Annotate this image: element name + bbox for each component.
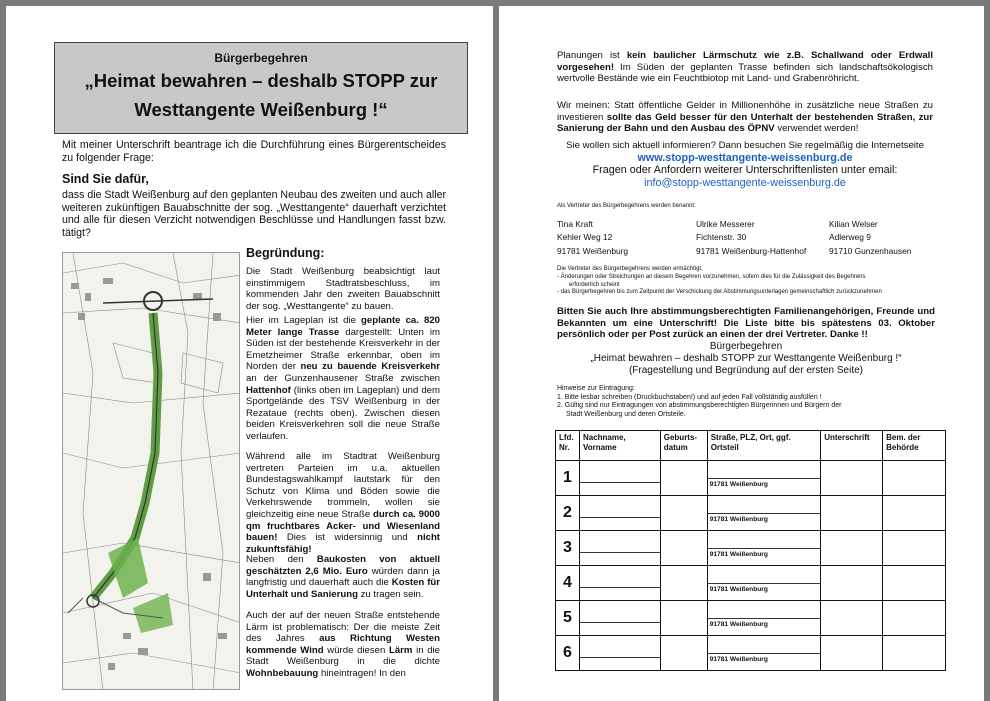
signature-cell[interactable] xyxy=(821,461,883,496)
remarks-cell xyxy=(883,461,946,496)
col-header-number: Lfd. Nr. xyxy=(556,431,580,461)
petition-name: „Heimat bewahren – deshalb STOPP zur Westtangente Weißenburg !“ xyxy=(590,353,902,364)
appeal-paragraph: Bitten Sie auch Ihre abstimmungsberechtigten Familienangehörigen, Freunde und Bekannten um eine Unterschrift! Die Liste bitte bis spätestens 03. Oktober persönlich oder per Post zurück an einen der drei Vertreter. Danke !! xyxy=(557,306,935,341)
col-header-birthdate: Geburts-datum xyxy=(660,431,707,461)
intro-text: Mit meiner Unterschrift beantrage ich die Durchführung eines Bürgerentscheides zu folgender Frage: xyxy=(62,139,446,164)
signature-cell[interactable] xyxy=(821,601,883,636)
row-number: 4 xyxy=(556,566,580,601)
table-row xyxy=(556,601,946,636)
question-heading: Sind Sie dafür, xyxy=(62,172,149,186)
row-number: 2 xyxy=(556,496,580,531)
reason-heading: Begründung: xyxy=(246,246,325,260)
representative-3: Kilian Welser Adlerweg 9 91710 Gunzenhausen xyxy=(829,219,912,256)
title-line-2: „Heimat bewahren – deshalb STOPP zur xyxy=(84,70,438,91)
table-row xyxy=(556,636,946,671)
site-plan-map xyxy=(62,252,240,690)
representatives-label: Als Vertreter des Bürgerbegehrens werden benannt: xyxy=(557,203,696,209)
birthdate-cell[interactable] xyxy=(660,566,707,601)
name-cell[interactable] xyxy=(579,636,660,671)
col-header-remarks: Bem. der Behörde xyxy=(883,431,946,461)
representative-2: Ulrike Messerer Fichtenstr. 30 91781 Weißenburg-Hattenhof xyxy=(696,219,807,256)
reason-paragraph-5: Auch der auf der neuen Straße entstehende Lärm ist problematisch: Der die meiste Zeit des Jahres aus Richtung Westen kommende Wind würde diesen Lärm in die Stadt Weißenburg in die dichte Wohnbebauung hineintragen! In den xyxy=(246,610,441,679)
signature-cell[interactable] xyxy=(821,496,883,531)
email-link[interactable]: info@stopp-westtangente-weissenburg.de xyxy=(644,177,846,189)
address-cell[interactable]: 91781 Weißenburg xyxy=(707,461,821,496)
reason-paragraph-2: Hier im Lageplan ist die geplante ca. 820 Meter lange Trasse dargestellt: Unten im Süden ist der bestehende Kreisverkehr in der Emetzheimer Straße erkennbar, oben im Norden der neu zu bauende Kreisverkehr an der Gunzenhausener Straße zwischen Hattenhof (links oben im Lageplan) und dem Sportgelände des TSV Weißenburg in der Rezataue (rechts oben). Zwischen diesen beiden Kreisverkehren soll die neue Straße verlaufen. xyxy=(246,315,440,442)
reason-paragraph-3: Während alle im Stadtrat Weißenburg vertreten Parteien im u.a. aktuellen Bundestagswahlkampf lautstark für den Schutz von Klima und Böden sowie die Verkehrswende trommeln, wollen sie gleichzeitig eine neue Straße durch ca. 9000 qm fruchtbares Acker- und Wiesenland bauen! Dies ist widersinnig und nicht zukunftsfähig! xyxy=(246,451,440,555)
col-header-name: Nachname, Vorname xyxy=(579,431,660,461)
name-cell[interactable] xyxy=(579,601,660,636)
signature-table xyxy=(555,430,946,671)
row-number: 1 xyxy=(556,461,580,496)
birthdate-cell[interactable] xyxy=(660,496,707,531)
address-cell[interactable]: 91781 Weißenburg xyxy=(707,531,821,566)
table-row xyxy=(556,566,946,601)
reason-paragraph-1: Die Stadt Weißenburg beabsichtigt laut einstimmigem Stadtratsbeschluss, im kommenden Jahr den zweiten Bauabschnitt der sog. „Westtangente“ zu bauen. xyxy=(246,266,440,312)
question-text: dass die Stadt Weißenburg auf den geplanten Neubau des zweiten und auch aller weiteren zukünftigen Bauabschnitte der sog. „Westtangente“ dauerhaft verzichtet und alle für diesen Verzicht notwendigen Beschlüsse und Handlungen fasst bzw. tätigt? xyxy=(62,189,446,239)
address-cell[interactable]: 91781 Weißenburg xyxy=(707,496,821,531)
remarks-cell xyxy=(883,636,946,671)
petition-title: Bürgerbegehren xyxy=(709,341,783,352)
site-plan-drawing xyxy=(63,253,240,690)
opinion-paragraph: Wir meinen: Statt öffentliche Gelder in Millionenhöhe in zusätzliche neue Straßen zu investieren sollte das Geld besser für den Unterhalt der bestehenden Straßen, zur Sanierung der Bahn und den Ausbau des ÖPNV verwendet werden! xyxy=(557,100,934,135)
col-header-signature: Unterschrift xyxy=(821,431,883,461)
remarks-cell xyxy=(883,531,946,566)
info-line: Sie wollen sich aktuell informieren? Dann besuchen Sie regelmäßig die Internetseite xyxy=(566,140,924,151)
entry-hints: Hinweise zur Eintragung: 1. Bitte lesbar schreiben (Druckbuchstaben!) und auf jeden Fall vollständig ausfüllen ! 2. Gültig sind nur Eintragungen von abstimmungsberechtigten Bürgerinnen und Bürgern der Stadt Weißenburg und deren Ortsteile. xyxy=(557,385,842,418)
title-box xyxy=(54,42,468,134)
signature-cell[interactable] xyxy=(821,636,883,671)
contact-line: Fragen oder Anfordern weiterer Unterschriftenlisten unter email: xyxy=(592,164,898,176)
row-number: 5 xyxy=(556,601,580,636)
birthdate-cell[interactable] xyxy=(660,461,707,496)
birthdate-cell[interactable] xyxy=(660,601,707,636)
address-cell[interactable]: 91781 Weißenburg xyxy=(707,566,821,601)
table-row xyxy=(556,531,946,566)
page-two xyxy=(499,6,984,701)
name-cell[interactable] xyxy=(579,496,660,531)
remarks-cell xyxy=(883,496,946,531)
reason-paragraph-4: Neben den Baukosten von aktuell geschätzten 2,6 Mio. Euro würden dann ja langfristig und dauerhaft auch die Kosten für Unterhalt und Sanierung zu tragen sein. xyxy=(246,554,440,600)
signature-cell[interactable] xyxy=(821,531,883,566)
website-link[interactable]: www.stopp-westtangente-weissenburg.de xyxy=(637,152,853,164)
continuation-paragraph: Planungen ist kein baulicher Lärmschutz wie z.B. Schallwand oder Erdwall vorgesehen! Im Süden der geplanten Trasse befinden sich landschaftsökologisch wertvolle Bestände wie ein Feuchtbiotop mit Land- und Grabenröhricht. xyxy=(557,50,934,85)
table-row xyxy=(556,496,946,531)
petition-note: (Fragestellung und Begründung auf der ersten Seite) xyxy=(628,365,864,376)
remarks-cell xyxy=(883,601,946,636)
table-row xyxy=(556,461,946,496)
name-cell[interactable] xyxy=(579,566,660,601)
address-cell[interactable]: 91781 Weißenburg xyxy=(707,636,821,671)
title-line-3: Westtangente Weißenburg !“ xyxy=(134,99,388,120)
page-one xyxy=(6,6,493,701)
col-header-address: Straße, PLZ, Ort, ggf. Ortsteil xyxy=(707,431,821,461)
row-number: 6 xyxy=(556,636,580,671)
authorization-text: Die Vertreter des Bürgerbegehrens werden ermächtigt, - Änderungen oder Streichungen an diesem Begehren vorzunehmen, sofern dies für die Zulässigkeit des Begehrens erforderlich scheint - das Bürgerbegehren bis zum Zeitpunkt der Verschickung der Abstimmungsunterlagen gemeinschaftlich zurückzunehmen xyxy=(557,266,882,296)
birthdate-cell[interactable] xyxy=(660,531,707,566)
representative-1: Tina Kraft Kehler Weg 12 91781 Weißenburg xyxy=(557,219,629,256)
name-cell[interactable] xyxy=(579,531,660,566)
title-line-1: Bürgerbegehren xyxy=(214,51,308,65)
name-cell[interactable] xyxy=(579,461,660,496)
address-cell[interactable]: 91781 Weißenburg xyxy=(707,601,821,636)
signature-cell[interactable] xyxy=(821,566,883,601)
row-number: 3 xyxy=(556,531,580,566)
remarks-cell xyxy=(883,566,946,601)
birthdate-cell[interactable] xyxy=(660,636,707,671)
